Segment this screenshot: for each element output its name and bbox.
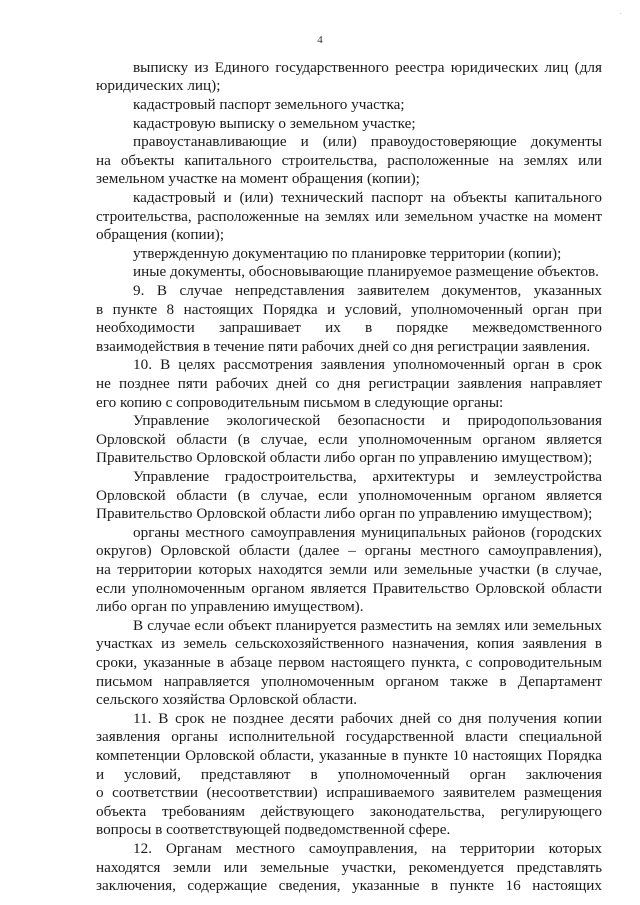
text-line: сроки, указанные в абзаце первом настоящего пункта, с сопроводительным [96,654,602,671]
text-line: кадастровую выписку о земельном участке; [133,115,416,132]
text-line: строительства, расположенные на землях или земельном участке на момент [96,208,602,225]
text-line: правоустанавливающие и (или) правоудостоверяющие документы [133,133,602,150]
text-line: заключения, содержащие сведения, указанные в пункте 16 настоящих [96,877,602,894]
text-line: заявления органы исполнительной государственной власти специальной [96,728,602,745]
text-line: на объекты капитального строительства, расположенные на землях или [96,152,602,169]
text-line: утвержденную документацию по планировке территории (копии); [133,245,562,262]
text-line: органы местного самоуправления муниципальных районов (городских [133,524,602,541]
text-line: находятся земли или земельные участки, рекомендуется представлять [96,859,602,876]
text-line: объекта требованиям действующего законодательства, регулирующего [96,803,602,820]
text-line: на территории которых находятся земли или земельные участки (в случае, [96,561,602,578]
text-line: и условий, представляют в уполномоченный орган заключения [96,766,602,783]
text-line: письмом направляется уполномоченным органом также в Департамент [96,673,602,690]
text-line: юридических лиц); [96,77,221,94]
text-line: если уполномоченным органом является Правительство Орловской области [96,580,602,597]
text-line: обращения (копии); [96,226,225,243]
text-line: округов) Орловской области (далее – органы местного самоуправления), [96,542,602,559]
text-line: его копию с сопроводительным письмом в следующие органы: [96,394,504,411]
text-line: выписку из Единого государственного реестра юридических лиц (для [133,59,602,76]
text-line: В случае если объект планируется разместить на землях или земельных [133,617,602,634]
text-line: компетенции Орловской области, указанные в пункте 10 настоящих Порядка [96,747,602,764]
text-line: кадастровый и (или) технический паспорт на объекты капитального [133,189,602,206]
text-line: взаимодействия в течение пяти рабочих дней со дня регистрации заявления. [96,338,591,355]
text-line: кадастровый паспорт земельного участка; [133,96,405,113]
text-line: вопросы в соответствующей подведомственной сфере. [96,821,451,838]
text-line: земельном участке на момент обращения (копии); [96,170,420,187]
text-line: участках из земель сельскохозяйственного назначения, копия заявления в [96,635,602,652]
text-line: Орловской области (в случае, если уполномоченным органом является [96,431,602,448]
text-line: 10. В целях рассмотрения заявления уполномоченный орган в срок [133,356,602,373]
text-line: о соответствии (несоответствии) испрашиваемого заявителем размещения [96,784,602,801]
text-line: в пункте 8 настоящих Порядка и условий, уполномоченный орган при [96,301,602,318]
text-line: 9. В случае непредставления заявителем документов, указанных [133,282,602,299]
text-line: 12. Органам местного самоуправления, на территории которых [133,840,602,857]
text-line: либо орган по управлению имуществом). [96,598,364,615]
text-line: не позднее пяти рабочих дней со дня регистрации заявления направляет [96,375,602,392]
text-line: сельского хозяйства Орловской области. [96,691,358,708]
text-line: Правительство Орловской области либо орган по управлению имуществом); [96,505,593,522]
text-line: иные документы, обосновывающие планируемое размещение объектов. [133,263,599,280]
page-number: 4 [317,34,323,46]
text-line: Управление экологической безопасности и природопользования [133,412,602,429]
text-line: 11. В срок не позднее десяти рабочих дней со дня получения копии [133,710,602,727]
text-line: Управление градостроительства, архитектуры и землеустройства [133,468,602,485]
text-line: Орловской области (в случае, если уполномоченным органом является [96,487,602,504]
text-line: необходимости запрашивает их в порядке межведомственного [96,319,602,336]
text-line: Правительство Орловской области либо орган по управлению имуществом); [96,449,593,466]
scan-corner-mark: · [619,10,622,18]
